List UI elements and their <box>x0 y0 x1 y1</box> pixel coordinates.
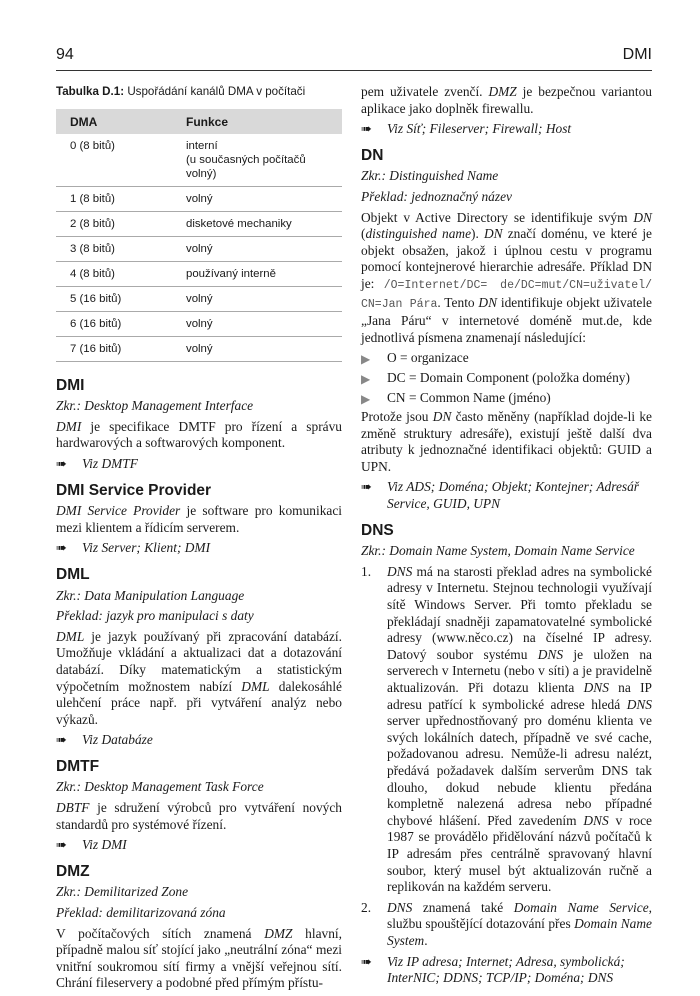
italic-term: DMZ <box>488 84 517 99</box>
table-cell-funkce: volný <box>172 186 342 211</box>
entry-subtitle: Zkr.: Demilitarized Zone <box>56 884 189 900</box>
table-cell-dma: 6 (16 bitů) <box>56 311 172 336</box>
numbered-item <box>361 900 652 950</box>
bullet-text: O = organizace <box>387 350 469 366</box>
bullet-text: DC = Domain Component (položka domény) <box>387 369 630 385</box>
italic-term: DNS <box>387 899 413 915</box>
table-row <box>56 211 342 236</box>
see-also-reference <box>56 540 342 557</box>
entry-paragraph: DML je jazyk používaný při zpracování databází. Umožňuje vkládání a aktualizaci dat a dotazování databází. Díky matematickým a statistickým výpočetním možnostem nabízí DML dalekosáhlé ulehčení práce např. při vytváření analýz nebo výkazů. <box>56 628 342 727</box>
item-number: 1. <box>361 563 372 579</box>
left-column <box>56 84 342 996</box>
arrow-right-icon: ➠ <box>361 479 372 495</box>
table-cell-dma: 3 (8 bitů) <box>56 236 172 261</box>
entry-heading: DML <box>56 565 90 583</box>
see-also-text: Viz DMTF <box>82 455 138 471</box>
table-row <box>56 311 342 336</box>
table-header-row <box>56 109 342 134</box>
entry-paragraph: pem uživatele zvenčí. DMZ je bezpečnou variantou aplikace jako doplněk firewallu. <box>361 84 652 116</box>
table-cell-dma: 2 (8 bitů) <box>56 211 172 236</box>
bullet-text: CN = Common Name (jméno) <box>387 389 551 405</box>
see-also-text: Viz IP adresa; Internet; Adresa, symbolická; InterNIC; DDNS; TCP/IP; Doména; DNS <box>387 953 625 986</box>
left-entries <box>56 378 342 992</box>
italic-term: DN <box>478 294 498 310</box>
entry-paragraph: Objekt v Active Directory se identifikuje svým DN (distinguished name). DN značí doménu, ve které je objekt obsažen, jakož i úplnou cestu v programu pomocí kontejnerové hierarchie adresáře. Příklad DN je: /O=Internet/DC= de/DC=mut/CN=uživatel/ CN=Jan Pára. Tento DN identifikuje objekt uživatele „Jana Páru“ v internetové doméně mut.de, kde jednotlivá písmena znamenají následující: <box>361 209 653 345</box>
table-cell-funkce: používaný interně <box>172 261 342 286</box>
table-row <box>56 261 342 286</box>
italic-term: DNS <box>583 812 609 828</box>
entry-subtitle: Zkr.: Desktop Management Interface <box>56 398 254 414</box>
column-header-funkce: Funkce <box>172 109 342 134</box>
see-also-reference <box>361 954 652 987</box>
table-caption-text: Uspořádání kanálů DMA v počítači <box>127 85 306 98</box>
table-cell-dma: 0 (8 bitů) <box>56 134 172 187</box>
item-text: DNS má na starosti překlad adres na symbolické adresy v Internetu. Stejnou technologii využívají sítě Windows Server. Při tomto překladu se překládají snadněji zapamatovatelné symbolické adresy (www.něco.cz) na číselné IP adresy. Datový soubor systému DNS je uložen na serverech v Internetu (nebo v síti) a je pravidelně aktualizován. Při dotazu klienta DNS na IP adresu patřící k symbolické adrese hledá DNS server upřednostňovaný pro doménu klienta ve svých lokálních datech, případně ve své cache, požadovanou adresu. Nemůže-li adresu nalézt, předává požadavek dalším serverům DNS tak dlouho, dokud nebude klientu předána kompletně nalezená adresa nebo případné chybové hlášení. Před zavedením DNS v roce 1987 se provádělo přidělování názvů počítačů k IP adresám přes centrálně spravovaný hlavní soubor, který musel být aktualizován ručně a replikován na každém serveru. <box>387 563 652 895</box>
see-also-reference <box>361 121 652 138</box>
bullet-item <box>361 350 652 367</box>
italic-term: DNS <box>583 680 609 695</box>
entry-paragraph: DBTF je sdružení výrobců pro vytváření nových standardů pro systémové řízení. <box>56 800 342 832</box>
numbered-item <box>361 564 652 896</box>
right-column <box>361 84 652 993</box>
table-caption <box>56 84 342 101</box>
triangle-bullet-icon: ▶ <box>361 371 371 386</box>
table-cell-dma: 7 (16 bitů) <box>56 336 172 361</box>
table-cell-dma: 5 (16 bitů) <box>56 286 172 311</box>
italic-term: DNS <box>626 696 652 712</box>
table-row <box>56 286 342 311</box>
table-row <box>56 186 342 211</box>
entry-subtitle: Překlad: jazyk pro manipulaci s daty <box>56 608 254 624</box>
entry-heading: DMZ <box>56 862 90 880</box>
entry-paragraph: DMI je specifikace DMTF pro řízení a správu hardwarových a softwarových komponent. <box>56 418 342 451</box>
table-cell-funkce: volný <box>172 311 342 336</box>
entry-paragraph: Protože jsou DN často měněny (například dojde-li ke změně struktury adresáře), existují ještě další dva atributy k jednoznačné identifikaci objektů: GUID a UPN. <box>361 409 652 474</box>
see-also-text: Viz Server; Klient; DMI <box>82 540 211 556</box>
see-also-reference <box>361 479 652 512</box>
entry-heading: DMTF <box>56 757 100 775</box>
italic-term: Domain Name Service <box>513 899 649 915</box>
dma-table <box>56 109 342 362</box>
entry-subtitle: Překlad: demilitarizovaná zóna <box>56 905 226 921</box>
entry-subtitle: Překlad: jednoznačný název <box>361 188 512 204</box>
table-cell-funkce: volný <box>172 286 342 311</box>
bullet-item <box>361 370 652 387</box>
table-cell-funkce: volný <box>172 336 342 361</box>
table-row <box>56 236 342 261</box>
italic-term: DML <box>56 628 85 644</box>
entry-heading: DN <box>361 146 384 164</box>
code-path: /O=Internet/DC= de/DC=mut/CN=uživatel/ CN=Jan Pára <box>361 278 653 311</box>
arrow-right-icon: ➠ <box>56 540 67 556</box>
table-cell-funkce: interní (u současných počítačů volný) <box>172 134 342 187</box>
table-caption-label: Tabulka D.1: <box>56 85 125 98</box>
table-cell-dma: 1 (8 bitů) <box>56 186 172 211</box>
bullet-item <box>361 390 652 407</box>
italic-term: DNS <box>387 563 413 579</box>
running-header <box>56 44 652 71</box>
entry-paragraph: DMI Service Provider je software pro komunikaci mezi klientem a řídicím serverem. <box>56 503 342 535</box>
italic-term: distinguished name <box>365 226 472 242</box>
triangle-bullet-icon: ▶ <box>361 352 371 367</box>
italic-term: DMZ <box>264 925 293 941</box>
item-text: DNS znamená také Domain Name Service, službu spouštějící dotazování přes Domain Name System. <box>387 899 653 948</box>
arrow-right-icon: ➠ <box>361 953 372 969</box>
item-number: 2. <box>361 899 372 915</box>
italic-term: DN <box>633 209 652 225</box>
entry-heading: DMI <box>56 376 85 394</box>
table-row <box>56 336 342 361</box>
entry-subtitle: Zkr.: Domain Name System, Domain Name Service <box>361 543 635 559</box>
italic-term: DN <box>483 226 503 242</box>
arrow-right-icon: ➠ <box>56 732 67 748</box>
see-also-text: Viz Databáze <box>82 732 153 748</box>
table-cell-dma: 4 (8 bitů) <box>56 261 172 286</box>
see-also-text: Viz DMI <box>82 837 127 853</box>
entry-heading: DNS <box>361 521 394 539</box>
entry-subtitle: Zkr.: Desktop Management Task Force <box>56 779 264 795</box>
entry-heading: DMI Service Provider <box>56 481 212 499</box>
italic-term: DMI <box>56 418 82 434</box>
arrow-right-icon: ➠ <box>361 121 372 137</box>
table-cell-funkce: disketové mechaniky <box>172 211 342 236</box>
triangle-bullet-icon: ▶ <box>361 391 371 406</box>
italic-term: Domain Name System <box>387 916 652 948</box>
see-also-text: Viz ADS; Doména; Objekt; Kontejner; Adresář Service, GUID, UPN <box>387 479 640 512</box>
italic-term: DN <box>432 409 452 425</box>
arrow-right-icon: ➠ <box>56 837 67 853</box>
see-also-text: Viz Síť; Fileserver; Firewall; Host <box>387 121 572 137</box>
arrow-right-icon: ➠ <box>56 455 67 471</box>
running-title: DMI <box>622 46 652 63</box>
see-also-reference <box>56 456 342 473</box>
entry-subtitle: Zkr.: Distinguished Name <box>361 168 499 184</box>
page-number: 94 <box>56 46 74 63</box>
column-header-dma: DMA <box>56 109 172 134</box>
entry-subtitle: Zkr.: Data Manipulation Language <box>56 587 245 603</box>
table-cell-funkce: volný <box>172 236 342 261</box>
see-also-reference <box>56 837 342 854</box>
entry-paragraph: V počítačových sítích znamená DMZ hlavní, případně malou síť stojící jako „neutrální zóna“ mezi vnitřní soukromou sítí firmy a vnější veřejnou sítí. Chrání fileservery a podobné před přímým přístu- <box>56 925 342 991</box>
right-entries <box>361 84 652 987</box>
italic-term: DNS <box>537 646 564 662</box>
italic-term: DBTF <box>56 800 90 816</box>
italic-term: DMI Service Provider <box>56 503 181 519</box>
italic-term: DML <box>241 678 270 694</box>
table-row <box>56 134 342 187</box>
see-also-reference <box>56 732 342 749</box>
